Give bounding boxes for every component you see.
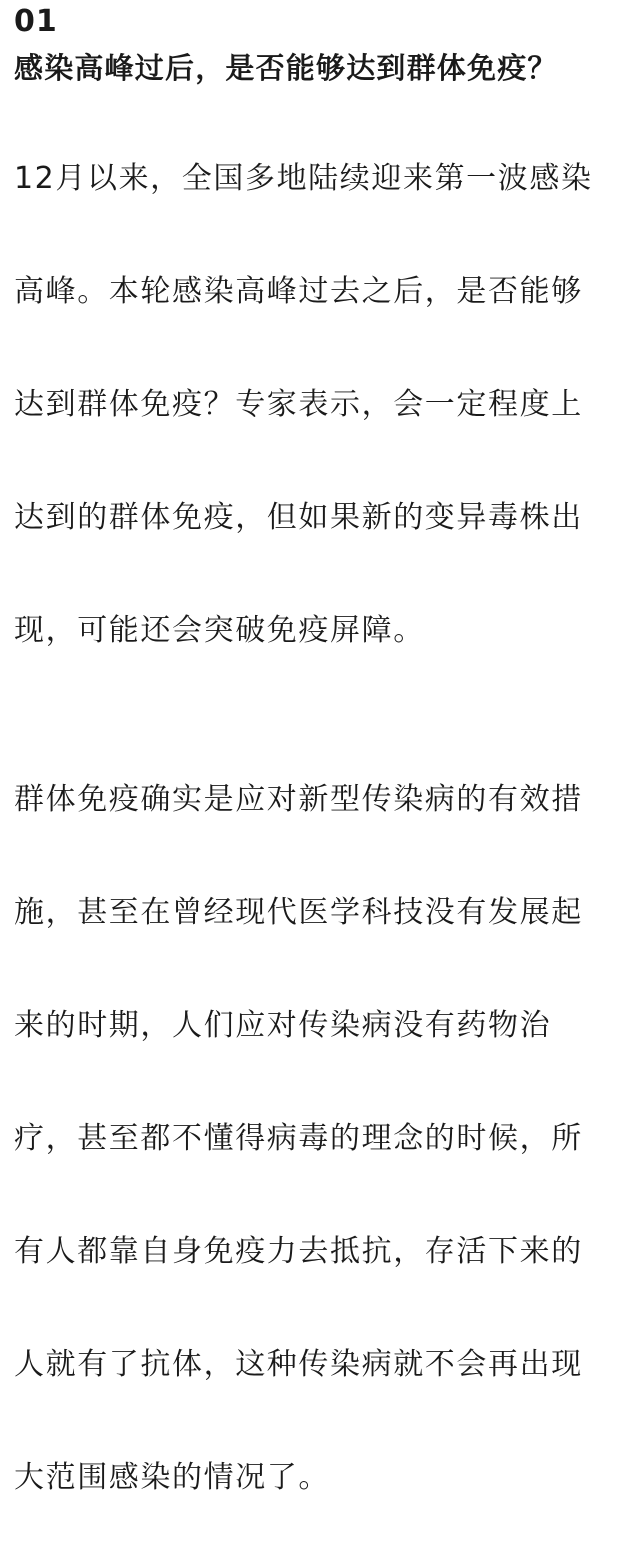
paragraph-1 <box>14 94 634 716</box>
paragraph-line: 达到的群体免疫，但如果新的变异毒株出 <box>14 490 634 547</box>
paragraph-line: 群体免疫确实是应对新型传染病的有效措 <box>14 772 634 829</box>
paragraph-line: 人就有了抗体，这种传染病就不会再出现 <box>14 1337 634 1394</box>
paragraph-line: 高峰。本轮感染高峰过去之后，是否能够 <box>14 264 634 321</box>
paragraph-line: 现，可能还会突破免疫屏障。 <box>14 603 634 660</box>
paragraph-line: 疗，甚至都不懂得病毒的理念的时候，所 <box>14 1111 634 1168</box>
paragraph-line: 大范围感染的情况了。 <box>14 1450 634 1507</box>
section-number: 01 <box>14 0 634 42</box>
paragraph-line: 12月以来，全国多地陆续迎来第一波感染 <box>14 151 634 208</box>
paragraph-line: 施，甚至在曾经现代医学科技没有发展起 <box>14 885 634 942</box>
article-headline: 感染高峰过后，是否能够达到群体免疫？ <box>14 42 634 94</box>
paragraph-line: 有人都靠自身免疫力去抵抗，存活下来的 <box>14 1224 634 1281</box>
article-content <box>14 0 634 1563</box>
paragraph-line: 达到群体免疫？专家表示，会一定程度上 <box>14 377 634 434</box>
paragraph-line: 来的时期，人们应对传染病没有药物治 <box>14 998 634 1055</box>
paragraph-2 <box>14 716 634 1563</box>
